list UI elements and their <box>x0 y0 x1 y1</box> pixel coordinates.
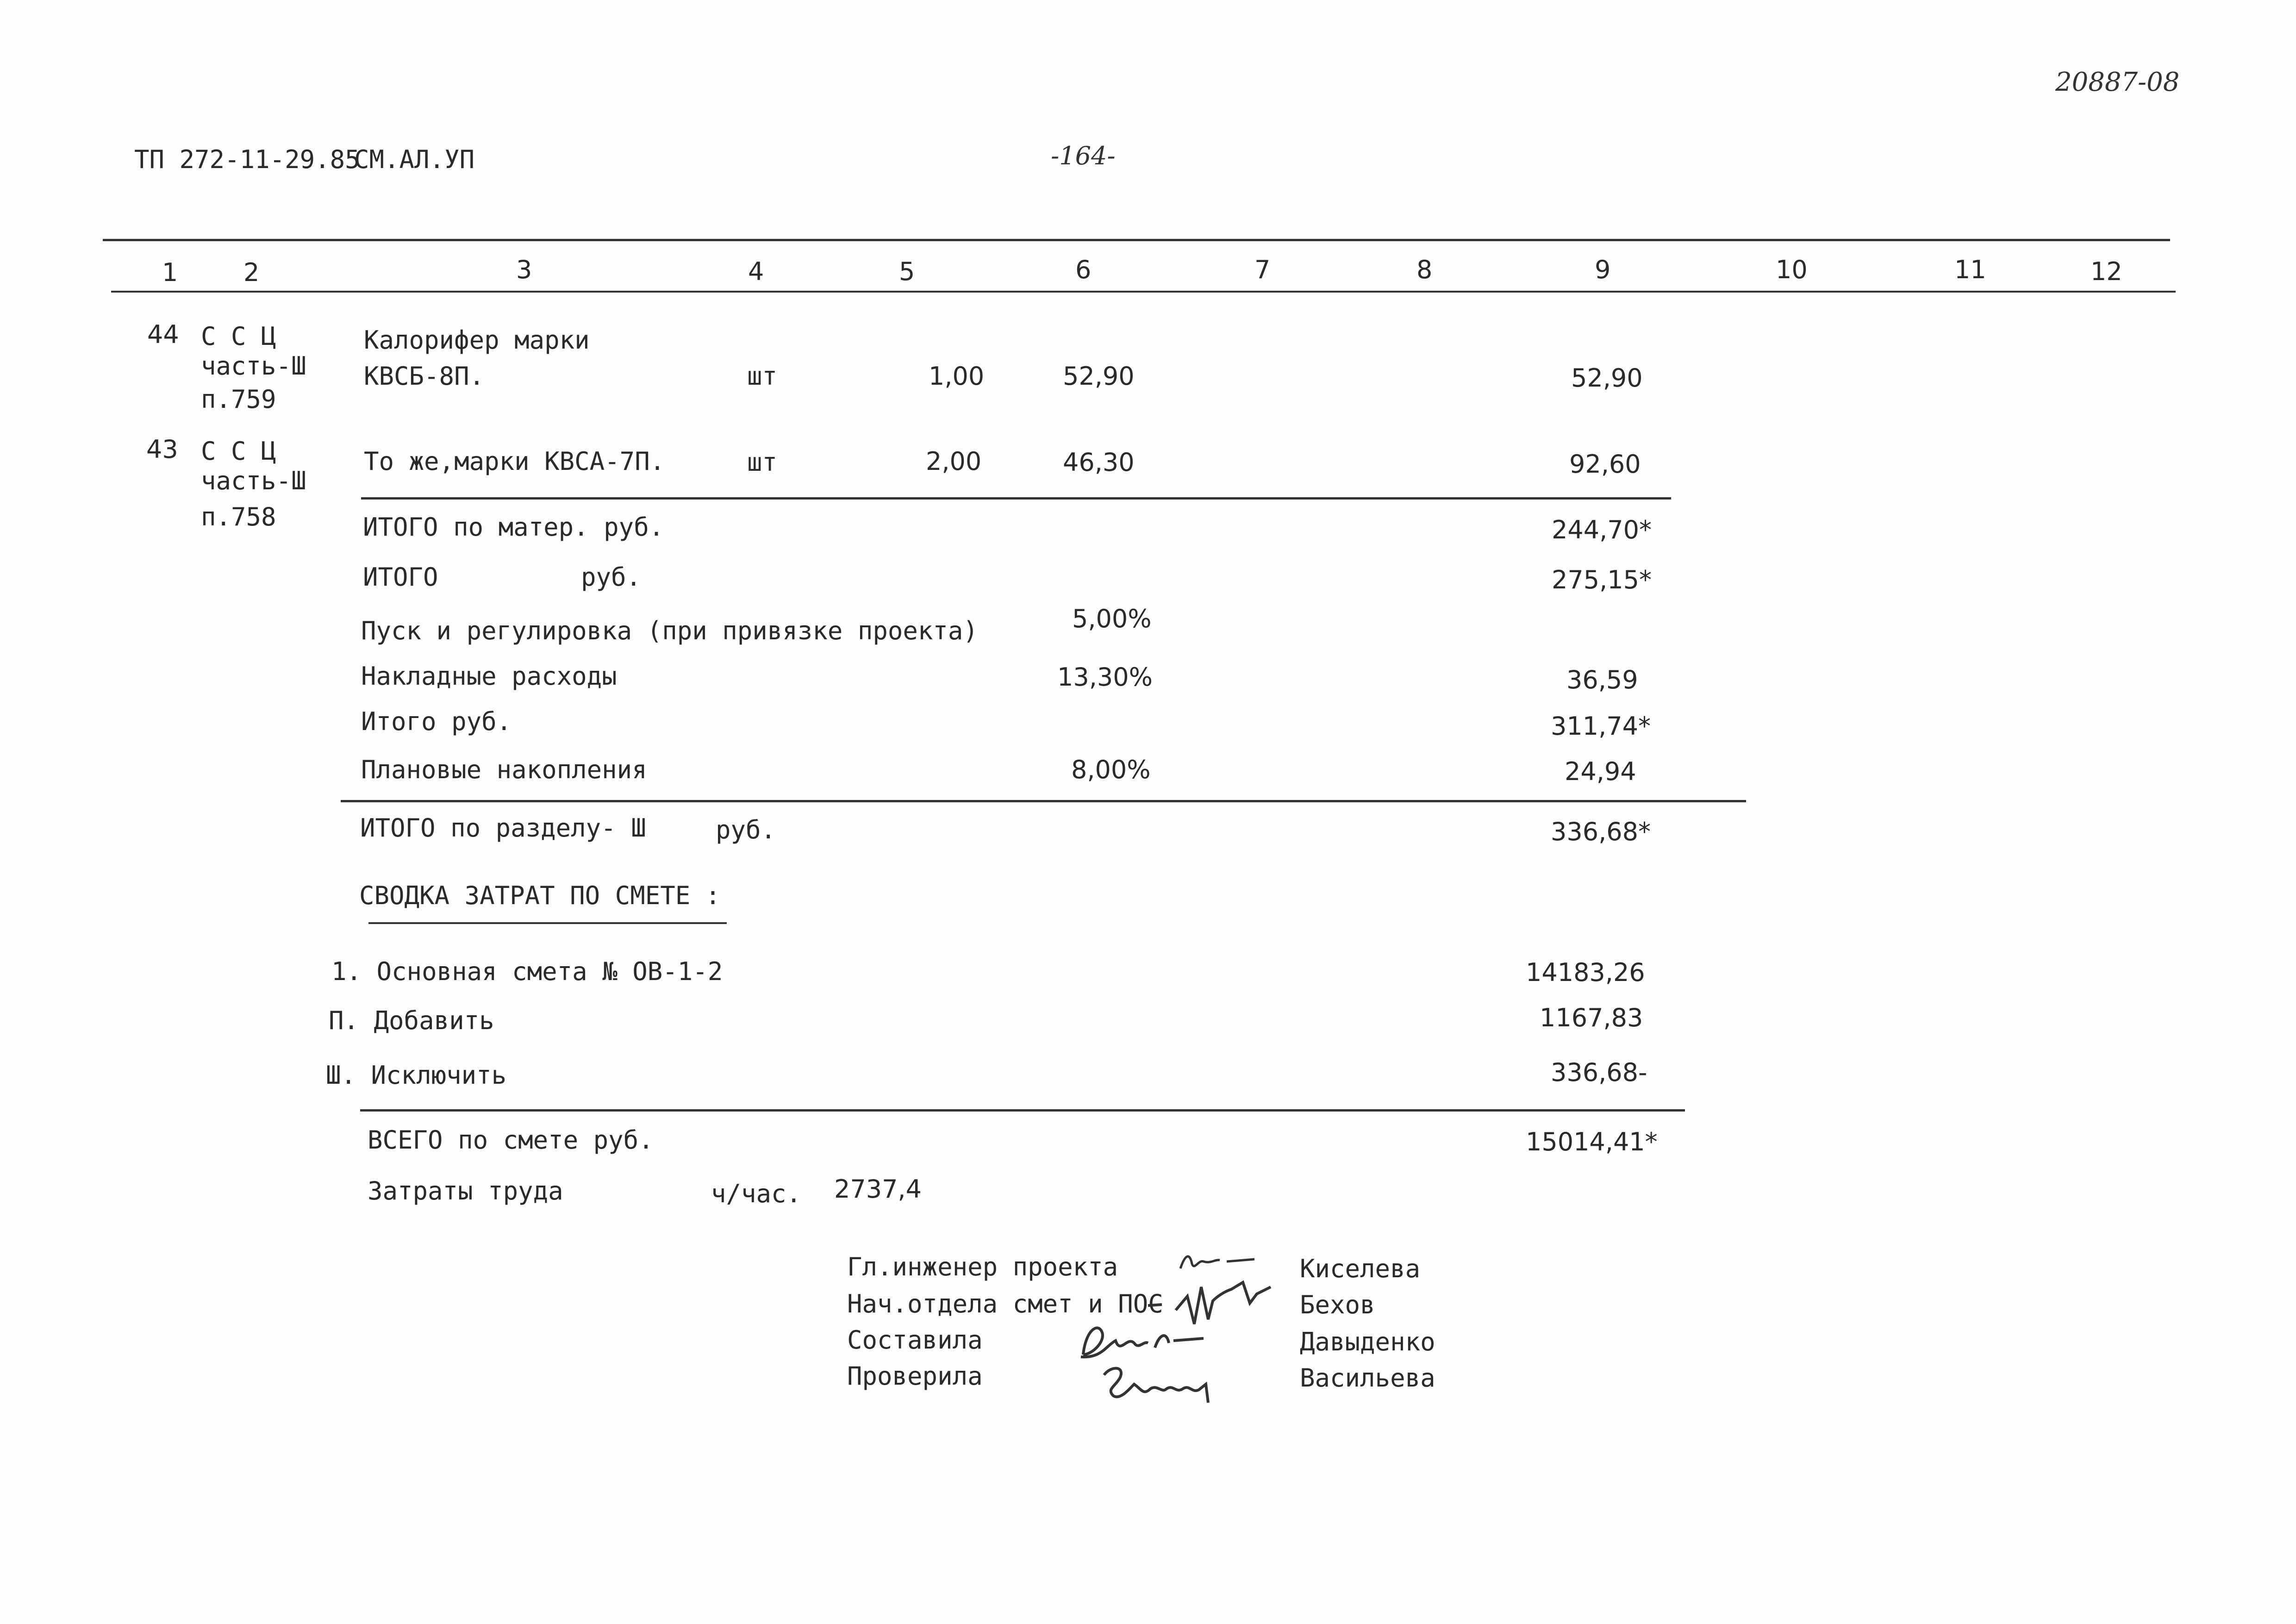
itogo-unit: руб. <box>581 562 642 592</box>
section-rule <box>341 800 1746 802</box>
row-43-ref-3: п.758 <box>201 502 276 531</box>
sign-name-1: Киселева <box>1300 1254 1421 1283</box>
sign-name-3: Давыденко <box>1300 1327 1435 1356</box>
signature-scribble-4 <box>1097 1356 1245 1407</box>
row-43-unit: шт <box>747 448 778 477</box>
grand-total-label: ВСЕГО по смете руб. <box>368 1125 654 1155</box>
summary-title-underline <box>368 922 727 924</box>
summary-item-1-value: 14183,26 <box>1526 958 1645 987</box>
col-12: 12 <box>2090 257 2122 286</box>
top-rule <box>103 239 2170 241</box>
summary-rule <box>360 1109 1685 1112</box>
col-4: 4 <box>748 257 764 286</box>
itogo2-label: Итого руб. <box>361 707 512 736</box>
labor-label: Затраты труда <box>368 1176 563 1206</box>
row-43-qty: 2,00 <box>926 447 982 476</box>
nakl-label: Накладные расходы <box>361 662 617 691</box>
summary-item-3-label: Ш. Исключить <box>326 1061 507 1090</box>
row-44-ref-3: п.759 <box>201 385 276 414</box>
summary-item-3-value: 336,68- <box>1551 1058 1647 1087</box>
col-3: 3 <box>516 255 532 284</box>
section-total-label: ИТОГО по разделу- Ш <box>360 813 646 843</box>
itogo-value: 275,15* <box>1552 565 1652 594</box>
mat-total-label: ИТОГО по матер. руб. <box>363 512 664 542</box>
itogo2-value: 311,74* <box>1551 712 1651 741</box>
plan-pct: 8,00% <box>1071 755 1151 784</box>
labor-unit: ч/час. <box>711 1179 802 1208</box>
row-43-total: 92,60 <box>1569 450 1641 479</box>
row-44-number: 44 <box>147 320 179 349</box>
plan-value: 24,94 <box>1565 757 1636 786</box>
doc-mark: СМ.АЛ.УП <box>354 145 475 174</box>
section-total-unit: руб. <box>716 815 776 844</box>
plan-label: Плановые накопления <box>361 755 647 784</box>
row-43-number: 43 <box>146 435 178 464</box>
pusk-label: Пуск и регулировка (при привязке проекта) <box>361 616 978 645</box>
summary-item-2-label: П. Добавить <box>329 1006 494 1035</box>
row-44-price: 52,90 <box>1063 362 1135 391</box>
col-1: 1 <box>162 258 178 287</box>
row-43-ref-1: С С Ц <box>201 437 276 466</box>
itogo-label: ИТОГО <box>363 562 438 592</box>
sign-role-3: Составила <box>847 1325 983 1355</box>
nakl-value: 36,59 <box>1566 665 1638 694</box>
nakl-pct: 13,30% <box>1057 662 1153 692</box>
summary-item-2-value: 1167,83 <box>1540 1003 1643 1032</box>
rows-rule <box>361 497 1671 500</box>
col-11: 11 <box>1954 255 1986 284</box>
summary-title: СВОДКА ЗАТРАТ ПО СМЕТЕ : <box>359 881 721 910</box>
col-7: 7 <box>1254 255 1271 284</box>
header-rule <box>111 291 2176 293</box>
mat-total-value: 244,70* <box>1552 515 1652 544</box>
row-44-name-1: Калорифер марки <box>364 325 590 355</box>
row-44-total: 52,90 <box>1571 363 1643 393</box>
col-10: 10 <box>1776 255 1808 284</box>
section-total-value: 336,68* <box>1551 817 1651 846</box>
summary-item-1-label: 1. Основная смета № ОВ-1-2 <box>331 957 723 986</box>
col-2: 2 <box>243 258 260 287</box>
row-43-name: То же,марки КВСА-7П. <box>364 447 665 476</box>
row-44-name-2: КВСБ-8П. <box>364 362 485 391</box>
doc-code: ТП 272-11-29.85 <box>134 145 360 174</box>
col-5: 5 <box>899 257 915 286</box>
page-number: -164- <box>1051 141 1116 170</box>
pusk-pct: 5,00% <box>1072 604 1152 633</box>
row-44-qty: 1,00 <box>929 362 985 391</box>
sign-role-2: Нач.отдела смет и ПОС <box>847 1289 1163 1318</box>
row-44-ref-1: С С Ц <box>201 322 276 351</box>
grand-total-value: 15014,41* <box>1526 1127 1658 1156</box>
sign-name-4: Васильева <box>1300 1363 1435 1393</box>
col-8: 8 <box>1416 255 1433 284</box>
labor-value: 2737,4 <box>834 1174 922 1204</box>
stamp-number: 20887-08 <box>2055 67 2180 97</box>
row-44-unit: шт <box>747 362 778 391</box>
col-9: 9 <box>1595 255 1611 284</box>
row-43-ref-2: часть-Ш <box>201 466 306 495</box>
sign-role-4: Проверила <box>847 1362 983 1391</box>
sign-name-2: Бехов <box>1300 1290 1375 1319</box>
row-43-price: 46,30 <box>1063 448 1135 477</box>
row-44-ref-2: часть-Ш <box>201 351 306 381</box>
sign-role-1: Гл.инженер проекта <box>847 1252 1118 1281</box>
col-6: 6 <box>1075 255 1092 284</box>
